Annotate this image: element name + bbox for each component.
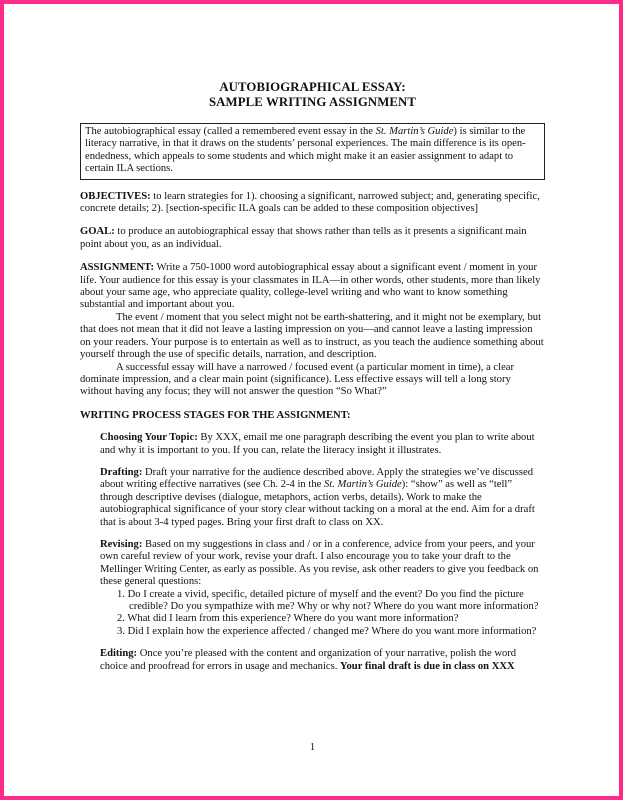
topic-label: Choosing Your Topic: (100, 432, 198, 444)
assignment-paragraph-3: A successful essay will have a narrowed / focused event (a particular moment in time), a clear dominate impression, and a clear main point (significance). Less effective essays will tell a long story without having any focus; they will not answer the question “So What?” (80, 361, 514, 398)
stages-heading: WRITING PROCESS STAGES FOR THE ASSIGNMENT: (80, 409, 351, 421)
document-title (80, 80, 545, 110)
intro-text-pre: The autobiographical essay (called a remembered event essay in the (85, 126, 376, 137)
list-item: 1. Do I create a vivid, specific, detailed picture of myself and the event? Do you find the picture credible? Do you sympathize with me? Why or why not? Where do you want more information? (117, 588, 539, 612)
title-line-1: AUTOBIOGRAPHICAL ESSAY: (219, 80, 406, 94)
assignment-text: Write a 750-1000 word autobiographical essay about a significant event / moment in your life. Your audience for this essay is your classmates in ILA—in other words, other students, more than likely about your same age, who appreciate quality, college-level writing and who want to know something substantial and important about you. (80, 262, 541, 311)
objectives-label: OBJECTIVES: (80, 190, 151, 202)
revising-paragraph (100, 539, 545, 589)
drafting-text-post: ): “show” as well as “tell” through descriptive devises (dialogue, metaphors, action verbs, details). Work to make the autobiographical significance of your story clear without tacking on a moral at the end. Aim for a draft that is about 3-4 typed pages. Bring your first draft to class on XX. (100, 479, 535, 528)
revising-label: Revising: (100, 538, 143, 550)
objectives-text: to learn strategies for 1). choosing a significant, narrowed subject; and, generating specific, concrete details; 2). [section-specific ILA goals can be added to these composition objectives] (80, 190, 540, 215)
assignment-paragraph (80, 262, 545, 312)
intro-box (80, 123, 545, 180)
revising-text: Based on my suggestions in class and / or in a conference, advice from your peers, and your own careful review of your work, revise your draft. I also encourage you to take your draft to the Mellinger Writing Center, as early as possible. As you revise, ask other readers to give you feedback on these general questions: (100, 538, 539, 588)
editing-paragraph (100, 648, 545, 673)
document-page (80, 80, 545, 753)
intro-text (85, 126, 540, 176)
topic-text: By XXX, email me one paragraph describing the event you plan to write about and why it is important to you. If you can, relate the literacy insight it illustrates. (100, 432, 535, 456)
drafting-paragraph (100, 467, 545, 529)
drafting-book-title: St. Martin’s Guide (323, 479, 402, 491)
title-line-2: SAMPLE WRITING ASSIGNMENT (208, 95, 417, 109)
topic-paragraph (100, 432, 545, 457)
editing-label: Editing: (100, 648, 138, 660)
intro-text-post: ) is similar to the literacy narrative, in that it draws on the students’ personal experiences. The main difference is its open-endedness, which appeals to some students and which might make it an easier assignment to adapt to certain ILA sections. (85, 126, 526, 175)
drafting-label: Drafting: (100, 466, 143, 478)
revision-questions-list (117, 589, 545, 639)
intro-book-title: St. Martin’s Guide (375, 126, 454, 137)
list-item: 3. Did I explain how the experience affected / changed me? Where do you want more information? (117, 625, 537, 637)
editing-text: Once you’re pleased with the content and organization of your narrative, polish the word choice and proofread for errors in usage and mechanics. (100, 648, 517, 672)
final-draft-due: Your final draft is due in class on XXX (340, 660, 515, 672)
goal-paragraph (80, 226, 545, 251)
list-item: 2. What did I learn from this experience? Where do you want more information? (117, 613, 459, 625)
assignment-paragraph-2: The event / moment that you select might not be earth-shattering, and it might not be exemplary, but that does not mean that it did not leave a lasting impression on you—and cannot leave a lasting impression on your readers. Your purpose is to entertain as well as to instruct, as you teach the audience something about yourself through the use of specific details, narration, and description. (80, 311, 544, 361)
assignment-label: ASSIGNMENT: (80, 262, 154, 274)
drafting-text-pre: Draft your narrative for the audience described above. Apply the strategies we’ve discussed about writing effective narratives (see Ch. 2-4 in the (100, 466, 534, 491)
goal-text: to produce an autobiographical essay that shows rather than tells as it presents a significant main point about you, as an individual. (80, 226, 527, 250)
goal-label: GOAL: (80, 226, 115, 238)
objectives-paragraph (80, 191, 545, 216)
page-number: 1 (309, 742, 316, 753)
